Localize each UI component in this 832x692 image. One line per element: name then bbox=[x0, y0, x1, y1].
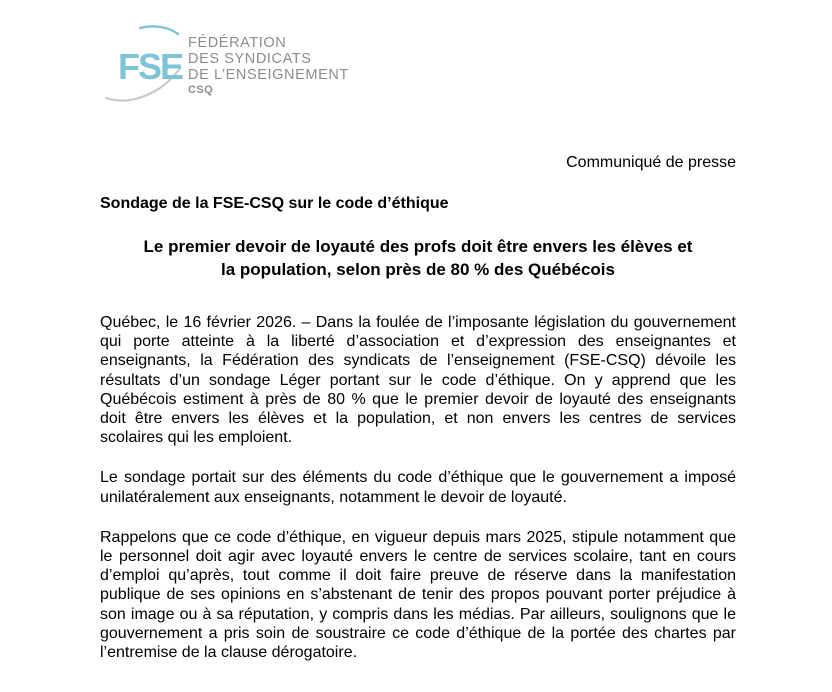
paragraph-1: Québec, le 16 février 2026. – Dans la foulée de l’imposante législation du gouvernement qui porte atteinte à la liberté d’association et d’expression des enseignantes et enseignants, la Fédération des syndicats de l’enseignement (FSE-CSQ) dévoile les résultats d’un sondage Léger portant sur le code d’éthique. On y apprend que les Québécois estiment à près de 80 % que le premier devoir de loyauté des enseignants doit être envers les élèves et la population, et non envers les centres de services scolaires qui les emploient. bbox=[100, 314, 736, 447]
logo-wordmark bbox=[188, 35, 349, 97]
logo-line-1: FÉDÉRATION bbox=[188, 35, 287, 51]
press-release-label: Communiqué de presse bbox=[566, 154, 736, 171]
body-text bbox=[100, 313, 736, 683]
fse-csq-logo bbox=[100, 24, 349, 104]
logo-line-2: DES SYNDICATS bbox=[188, 51, 312, 67]
headline bbox=[100, 235, 736, 281]
logo-csq: CSQ bbox=[188, 84, 214, 96]
paragraph-3: Rappelons que ce code d’éthique, en vigueur depuis mars 2025, stipule notamment que le personnel doit agir avec loyauté envers le centre de services scolaire, tant en cours d’emploi qu’après, tout comme il doit faire preuve de réserve dans la manifestation publique de ses opinions en s’abstenant de tenir des propos pouvant porter préjudice à son image ou à sa réputation, y compris dans les médias. Par ailleurs, soulignons que le gouvernement a pris soin de soustraire ce code d’éthique de la portée des chartes par l’entremise de la clause dérogatoire. bbox=[100, 528, 736, 662]
logo-letters: FSE bbox=[118, 46, 183, 87]
logo-swoosh-top bbox=[140, 26, 178, 34]
paragraph-2: Le sondage portait sur des éléments du code d’éthique que le gouvernement a imposé unilatéralement aux enseignants, notamment le devoir de loyauté. bbox=[100, 469, 736, 506]
headline-line-1: Le premier devoir de loyauté des profs doit être envers les élèves et bbox=[143, 237, 693, 256]
document-subject: Sondage de la FSE-CSQ sur le code d’éthique bbox=[100, 195, 449, 212]
fse-logo-mark bbox=[100, 24, 184, 104]
logo-line-3: DE L’ENSEIGNEMENT bbox=[188, 67, 349, 83]
headline-line-2: la population, selon près de 80 % des Québécois bbox=[221, 260, 615, 279]
